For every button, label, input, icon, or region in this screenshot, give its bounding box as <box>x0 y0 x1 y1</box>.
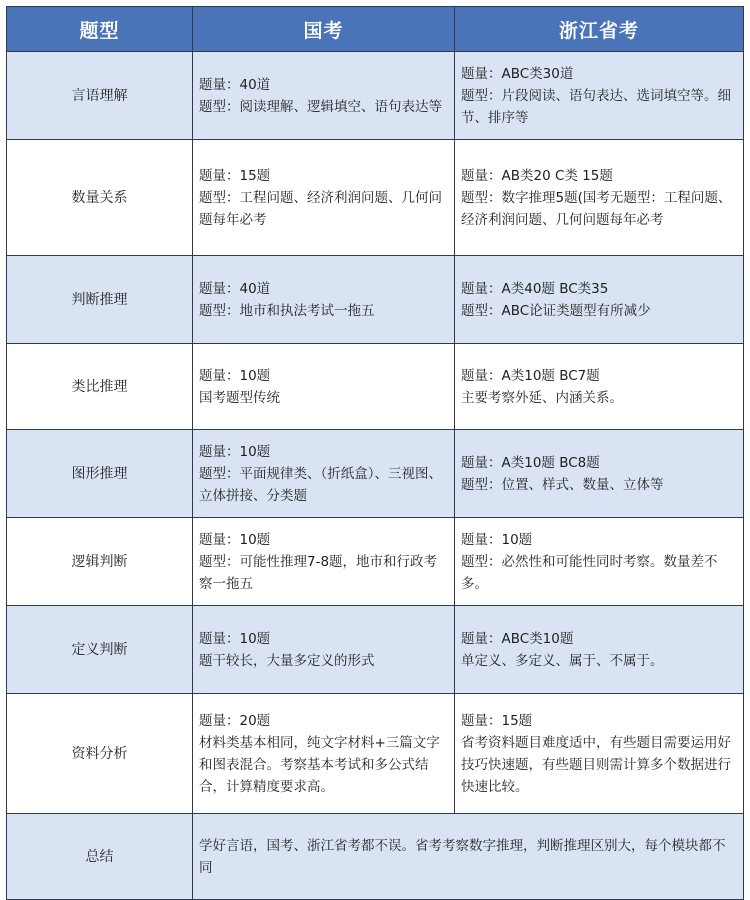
row-label: 逻辑判断 <box>7 518 193 606</box>
guokao-line: 题量：40道 <box>199 76 271 93</box>
zhejiang-line: 题量：ABC类30道 <box>461 65 574 82</box>
guokao-cell <box>193 344 455 430</box>
table-row <box>7 344 744 430</box>
zhejiang-line: 题量：A类10题 BC8题 <box>461 454 600 471</box>
guokao-line: 题干较长，大量多定义的形式 <box>199 652 375 669</box>
zhejiang-line: 题量：A类40题 BC类35 <box>461 280 609 297</box>
zhejiang-cell <box>455 256 744 344</box>
summary-row <box>7 814 744 900</box>
guokao-line: 国考题型传统 <box>199 389 280 406</box>
table-row <box>7 430 744 518</box>
zhejiang-cell <box>455 140 744 256</box>
row-label: 言语理解 <box>7 52 193 140</box>
zhejiang-line: 题量：ABC类10题 <box>461 630 574 647</box>
guokao-line: 材料类基本相同，纯文字材料+三篇文字和图表混合。考察基本考试和多公式结合，计算精度要求高。 <box>199 734 440 795</box>
table-row <box>7 694 744 814</box>
header-question-type: 题型 <box>7 7 193 52</box>
row-label: 判断推理 <box>7 256 193 344</box>
zhejiang-cell <box>455 694 744 814</box>
zhejiang-line: 题型：必然性和可能性同时考察。数量差不多。 <box>461 553 718 592</box>
header-zhejiang: 浙江省考 <box>455 7 744 52</box>
zhejiang-line: 题型：片段阅读、语句表达、选词填空等。细节、排序等 <box>461 87 731 126</box>
header-row <box>7 7 744 52</box>
zhejiang-line: 题型：位置、样式、数量、立体等 <box>461 476 664 493</box>
zhejiang-cell <box>455 430 744 518</box>
guokao-line: 题量：10题 <box>199 630 271 647</box>
guokao-line: 题型：可能性推理7-8题，地市和行政考察一拖五 <box>199 553 438 592</box>
zhejiang-line: 题量：15题 <box>461 712 533 729</box>
comparison-table <box>6 6 744 900</box>
guokao-line: 题量：10题 <box>199 531 271 548</box>
table-row <box>7 606 744 694</box>
zhejiang-line: 单定义、多定义、属于、不属于。 <box>461 652 664 669</box>
guokao-cell <box>193 430 455 518</box>
guokao-line: 题型：平面规律类、（折纸盒）、三视图、立体拼接、分类题 <box>199 465 442 504</box>
header-guokao: 国考 <box>193 7 455 52</box>
zhejiang-line: 题量：10题 <box>461 531 533 548</box>
table-row <box>7 52 744 140</box>
zhejiang-line: 主要考察外延、内涵关系。 <box>461 389 623 406</box>
guokao-line: 题量：40道 <box>199 280 271 297</box>
guokao-cell <box>193 52 455 140</box>
zhejiang-cell <box>455 344 744 430</box>
zhejiang-line: 题量：A类10题 BC7题 <box>461 367 600 384</box>
guokao-cell <box>193 606 455 694</box>
guokao-line: 题量：20题 <box>199 712 271 729</box>
zhejiang-line: 题型：ABC论证类题型有所减少 <box>461 302 651 319</box>
zhejiang-line: 省考资料题目难度适中，有些题目需要运用好技巧快速题，有些题目则需计算多个数据进行快速比较。 <box>461 734 731 795</box>
guokao-line: 题型：地市和执法考试一拖五 <box>199 302 375 319</box>
guokao-cell <box>193 140 455 256</box>
guokao-line: 题型：阅读理解、逻辑填空、语句表达等 <box>199 98 442 115</box>
guokao-cell <box>193 694 455 814</box>
zhejiang-cell <box>455 52 744 140</box>
zhejiang-cell <box>455 518 744 606</box>
guokao-line: 题量：10题 <box>199 367 271 384</box>
row-label: 资料分析 <box>7 694 193 814</box>
row-label: 图形推理 <box>7 430 193 518</box>
summary-label: 总结 <box>7 814 193 900</box>
table-row <box>7 518 744 606</box>
summary-text: 学好言语，国考、浙江省考都不误。省考考察数字推理，判断推理区别大，每个模块都不同 <box>193 814 744 900</box>
zhejiang-cell <box>455 606 744 694</box>
row-label: 类比推理 <box>7 344 193 430</box>
row-label: 数量关系 <box>7 140 193 256</box>
table-row <box>7 256 744 344</box>
zhejiang-line: 题量：AB类20 C类 15题 <box>461 167 613 184</box>
guokao-line: 题量：10题 <box>199 443 271 460</box>
guokao-line: 题型：工程问题、经济利润问题、几何问题每年必考 <box>199 189 442 228</box>
guokao-line: 题量：15题 <box>199 167 271 184</box>
row-label: 定义判断 <box>7 606 193 694</box>
table-row <box>7 140 744 256</box>
zhejiang-line: 题型：数字推理5题(国考无题型：工程问题、经济利润问题、几何问题每年必考 <box>461 189 732 228</box>
guokao-cell <box>193 256 455 344</box>
guokao-cell <box>193 518 455 606</box>
